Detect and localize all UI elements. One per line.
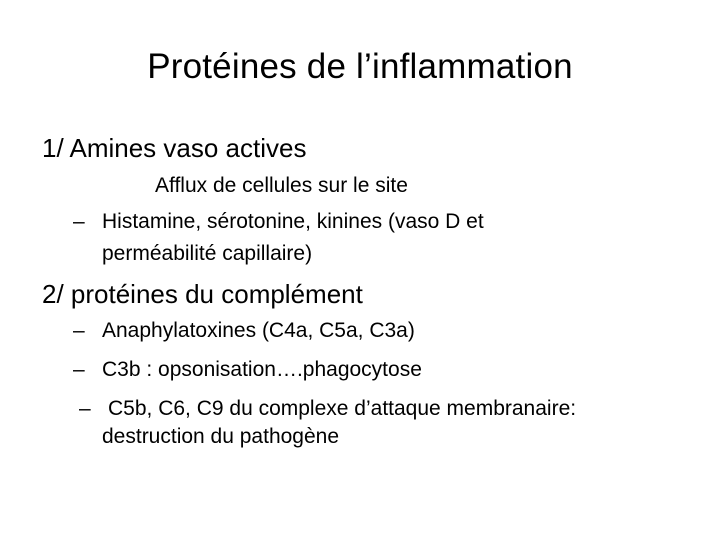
bullet-dash: –	[79, 397, 91, 420]
bullet-anaphylatoxines: Anaphylatoxines (C4a, C5a, C3a)	[102, 319, 415, 342]
bullet-dash: –	[73, 210, 85, 233]
bullet-c5b-line2: destruction du pathogène	[102, 425, 340, 448]
bullet-dash: –	[73, 358, 85, 381]
section2-heading: 2/ protéines du complément	[42, 279, 363, 309]
bullet-histamine-line2: perméabilité capillaire)	[102, 242, 313, 265]
bullet-histamine-line1: Histamine, sérotonine, kinines (vaso D et	[102, 210, 484, 233]
bullet-c3b: C3b : opsonisation….phagocytose	[102, 358, 422, 381]
slide-title: Protéines de l’inflammation	[147, 47, 573, 86]
bullet-c5b-line1: C5b, C6, C9 du complexe d’attaque membranaire:	[108, 397, 577, 420]
section1-subline: Afflux de cellules sur le site	[155, 174, 408, 197]
bullet-dash: –	[73, 319, 85, 342]
section1-heading: 1/ Amines vaso actives	[42, 133, 307, 163]
